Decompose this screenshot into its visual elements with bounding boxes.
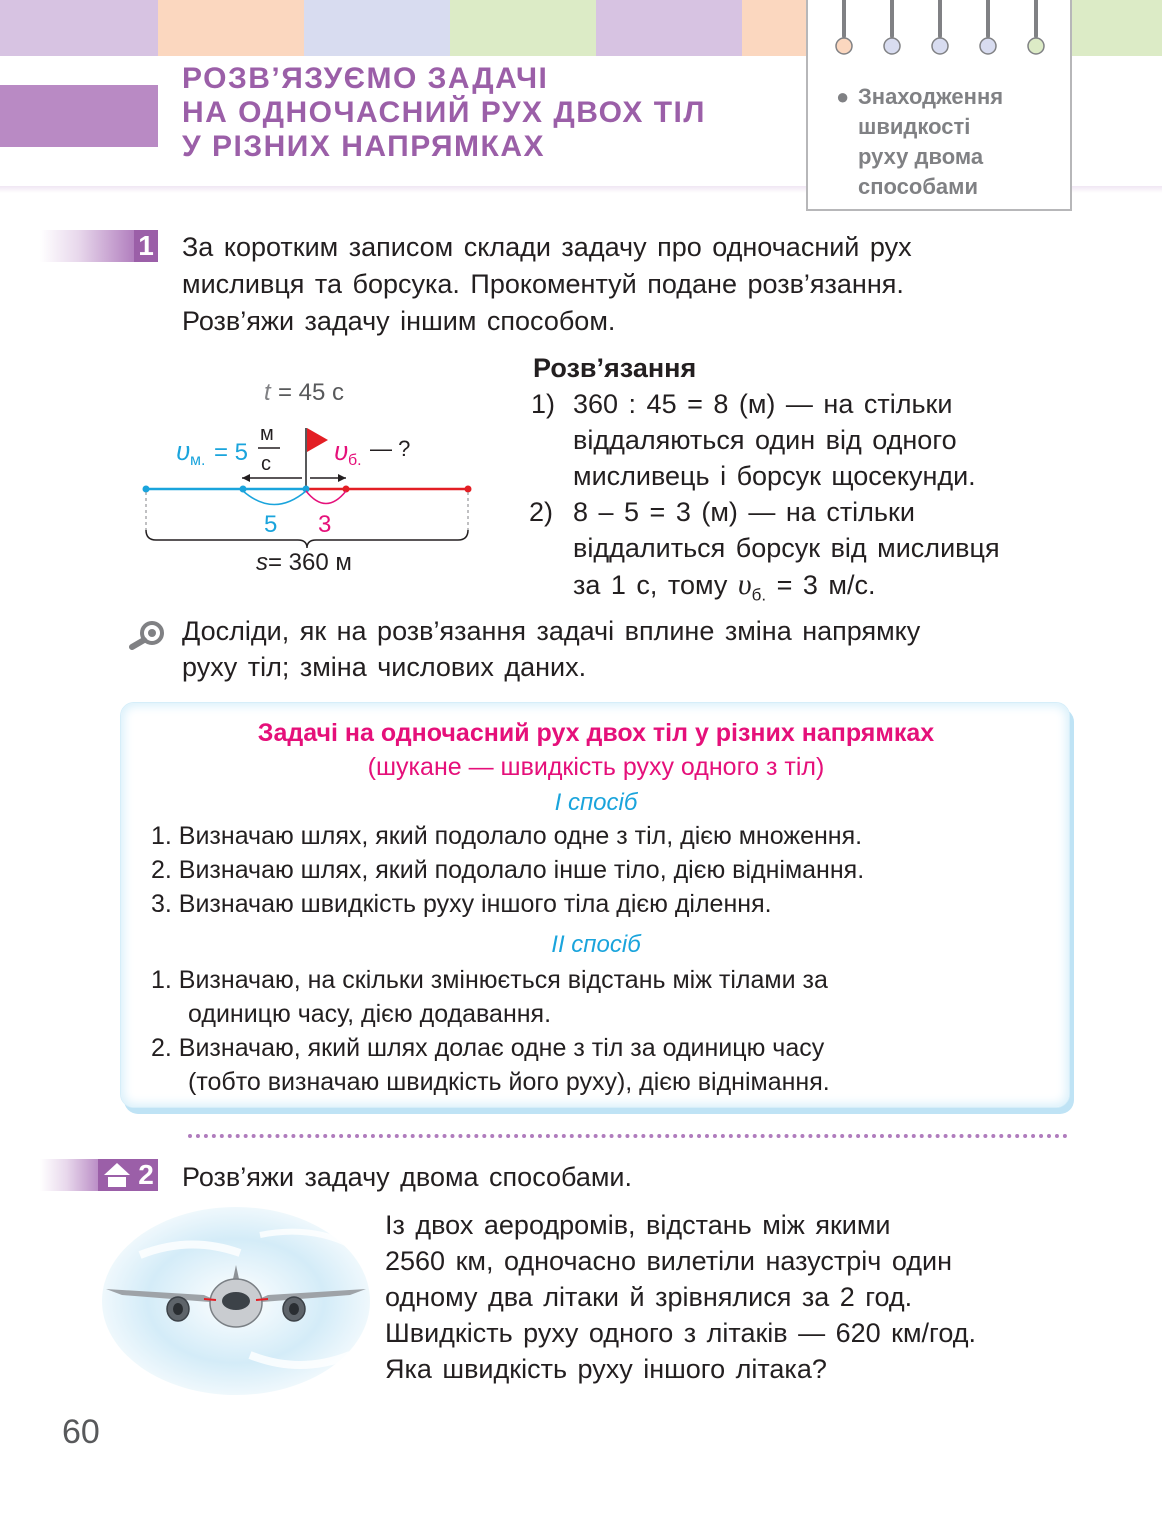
page-number: 60	[62, 1413, 100, 1451]
research-text-line: Досліди, як на розв’язання задачі вплине зміна напрямку	[182, 616, 921, 646]
solution-last-suffix: = 3 м/с.	[766, 570, 876, 600]
notepad-ring-icon	[978, 0, 998, 56]
task-1-text-line: мисливця та борсука. Прокоментуй подане розв’язання.	[182, 269, 904, 299]
solution-step-2-number: 2)	[529, 497, 554, 527]
notepad-ring-icon	[834, 0, 854, 56]
point-end	[465, 486, 472, 493]
solution-step-1-number: 1)	[531, 389, 556, 419]
rule-box	[120, 702, 1070, 1108]
hunter-speed-sub: м.	[190, 452, 206, 469]
badger-arc	[306, 491, 346, 504]
topic-card	[806, 0, 1072, 211]
method-1-step: 2. Визначаю шлях, який подолало інше тіло, дією віднімання.	[151, 856, 865, 884]
task-2-text-line: 2560 км, одночасно вилетіли назустріч один	[385, 1246, 952, 1276]
speed-unit-num: м	[260, 423, 274, 445]
task-2-text-line: одному два літаки й зрівнялися за 2 год.	[385, 1282, 913, 1312]
method-2-step: 2. Визначаю, який шлях долає одне з тіл за одиницю часу	[151, 1034, 825, 1062]
task-1-number: 1	[134, 230, 158, 262]
segment-hunter-label: 5	[264, 511, 278, 538]
header-bottom-line	[0, 186, 806, 193]
solution-step-line: 360 : 45 = 8 (м) — на стільки	[573, 389, 953, 419]
hunter-speed-value: = 5	[214, 439, 249, 466]
research-text-line: руху тіл; зміна числових даних.	[182, 652, 587, 682]
header-stripe-1	[0, 0, 158, 56]
topic-line: способами	[858, 174, 978, 199]
rule-heading: Задачі на одночасний рух двох тіл у різних напрямках	[257, 719, 935, 747]
header-bottom-line-right	[1072, 186, 1162, 193]
time-label: t	[264, 379, 271, 406]
solution-title: Розв’язання	[533, 353, 697, 383]
hunter-arc	[243, 491, 306, 505]
header-stripe-7	[1072, 0, 1162, 56]
method-2-title: ІІ спосіб	[551, 931, 641, 958]
solution-step-last-line	[573, 566, 875, 613]
method-1-step: 3. Визначаю швидкість руху іншого тіла дією ділення.	[151, 890, 772, 918]
notepad-ring-icon	[1026, 0, 1046, 56]
header-stripe-5	[596, 0, 742, 56]
task-2-text-line: Швидкість руху одного з літаків — 620 км/год.	[385, 1318, 976, 1348]
airplane-illustration	[100, 1205, 372, 1397]
badger-speed-sub: б.	[348, 452, 362, 469]
header-stripe-4	[450, 0, 596, 56]
time-value: = 45 с	[278, 379, 345, 406]
task-2-intro: Розв’яжи задачу двома способами.	[182, 1162, 633, 1192]
house-icon	[102, 1161, 132, 1189]
task-2-text-line: Яка швидкість руху іншого літака?	[385, 1354, 827, 1384]
notepad-ring-icon	[930, 0, 950, 56]
header-accent-block	[0, 85, 158, 147]
magnifier-icon	[128, 620, 168, 650]
notepad-ring-icon	[882, 0, 902, 56]
method-2-step: 1. Визначаю, на скільки змінюється відстань між тілами за	[151, 966, 828, 994]
point-start	[143, 486, 150, 493]
bullet-icon: ●	[836, 84, 850, 109]
method-1-step: 1. Визначаю шлях, який подолало одне з тіл, дією множення.	[151, 822, 863, 850]
badger-speed-unknown: — ?	[370, 436, 411, 461]
arrow-left-head	[242, 474, 250, 482]
distance-value: = 360 м	[268, 549, 352, 576]
method-2-step: (тобто визначаю швидкість його руху), дією віднімання.	[188, 1068, 830, 1096]
task-2-number: 2	[134, 1159, 158, 1191]
page-title-line-1: РОЗВ’ЯЗУЄМО ЗАДАЧІ	[182, 62, 549, 95]
motion-diagram	[130, 370, 490, 580]
task-2-text-line: Із двох аеродромів, відстань між якими	[385, 1210, 891, 1240]
method-1-title: І спосіб	[554, 789, 638, 816]
flag-icon	[307, 428, 328, 452]
speed-unit-den: с	[261, 453, 271, 475]
header-stripe-6	[742, 0, 806, 56]
task-1-text-line: Розв’яжи задачу іншим способом.	[182, 306, 616, 336]
page-title	[182, 62, 782, 164]
solution-step-line: віддалиться борсук від мисливця	[573, 533, 1000, 563]
header-stripe-2	[158, 0, 304, 56]
distance-brace	[146, 530, 468, 548]
solution-last-prefix: за 1 с, тому	[573, 570, 738, 600]
topic-line: швидкості	[858, 114, 971, 139]
topic-line: руху двома	[858, 144, 984, 169]
rule-subheading: (шукане — швидкість руху одного з тіл)	[367, 753, 825, 781]
segment-badger-label: 3	[318, 511, 332, 538]
arrow-right-head	[338, 474, 346, 482]
solution-step-line: 8 – 5 = 3 (м) — на стільки	[573, 497, 915, 527]
task-2-marker-bar	[40, 1159, 106, 1191]
topic-text	[858, 82, 1068, 202]
badger-speed-var: υ	[334, 436, 349, 466]
method-2-step: одиницю часу, дією додавання.	[188, 1000, 552, 1028]
solution-last-var: υ	[737, 568, 752, 601]
header-stripe-3	[304, 0, 450, 56]
task-1-marker-bar	[40, 230, 136, 262]
hunter-speed-var: υ	[176, 436, 191, 466]
task-1-text-line: За коротким записом склади задачу про одночасний рух	[182, 232, 912, 262]
distance-var: s	[256, 549, 268, 576]
page-title-line-3: У РІЗНИХ НАПРЯМКАХ	[182, 130, 546, 163]
page-title-line-2: НА ОДНОЧАСНИЙ РУХ ДВОХ ТІЛ	[182, 96, 706, 129]
solution-step-line: мисливець і борсук щосекунди.	[573, 461, 976, 491]
topic-line: Знаходження	[858, 84, 1004, 109]
dotted-divider	[188, 1134, 1068, 1138]
solution-last-sub: б.	[751, 585, 767, 605]
solution-step-line: віддаляються один від одного	[573, 425, 957, 455]
